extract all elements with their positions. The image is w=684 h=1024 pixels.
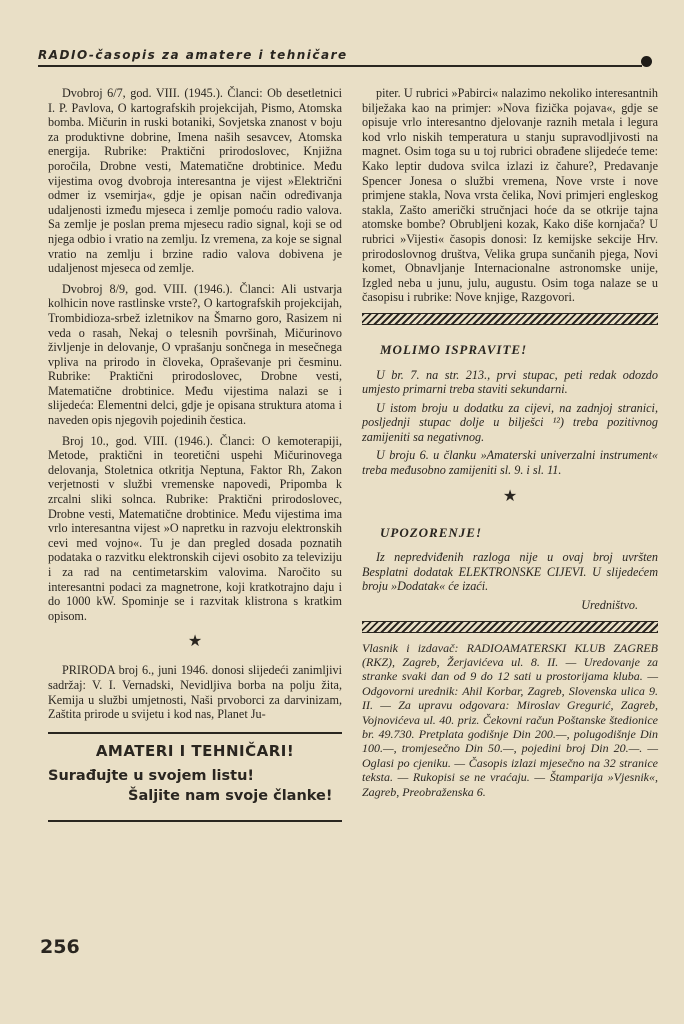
running-header [38,48,656,70]
review-continuation: piter. U rubrici »Pabirci« nalazimo nekoliko interesantnih bilježaka kao na primjer: »Nova fizička pojava«, gdje se opisuje vrlo interesantno djelovanje raznih metala i legura kod vrlo niskih temperatura u stanju supravodljivosti na magnet. Osim toga su u toj rubrici obrađene slijedeće teme: Kako leptir dudova svilca izlazi iz čahure?, Predavanje Spencer Jonesa o službi vremena, Nove vrste i nove primjene stakla, Nova vrsta čelika, Novi primjeri engleskog stakla, Zašto američki stručnjaci hoće da se otkrije tajna atomske bombe? Obrubljeni kozak, Kako diše kornjača? U rubrici »Vijesti« časopis donosi: Iz kemijske sekcije Hrv. prirodoslovnog društva, Velika grupa sunčanih pjega, Novi komet, Obnavljanje Internacionalne astronomske unije, Izgled neba u junu, julu, augustu. Osim toga nalaze se u časopisu i rubrike: Nove knjige, Razgovori. [362,86,658,305]
correction-notes [362,368,658,478]
promo-line: Surađujte u svojem listu! [48,768,255,785]
notice-text: Iz nepredviđenih razloga nije u ovaj broj uvršten Besplatni dodatak ELEKTRONSKE CIJEVI. U slijedećem broju »Dodatak« će izaći. [362,550,658,594]
notice-sign: Uredništvo. [581,598,638,613]
wavy-divider [362,313,658,325]
correction-item: U broju 6. u članku »Amaterski univerzalni instrument« treba međusobno zamijeniti sl. 9. i sl. 11. [362,448,658,478]
star-ornament-icon: ★ [502,487,518,505]
notice-title: UPOZORENJE! [380,524,483,540]
correction-item: U istom broju u dodatku za cijevi, na zadnjoj stranici, posljednji stupac dolje u bilješci ¹²) treba pozitivnog zamijeniti sa negativnog. [362,400,658,444]
notice-body [362,550,658,612]
promo-box [48,732,342,823]
colophon [362,641,658,799]
header-title: RADIO-časopis za amatere i tehničare [38,48,348,62]
header-dot-icon [641,56,652,67]
correction-item: U br. 7. na str. 213., prvi stupac, peti redak odozdo umjesto primarni treba staviti sekundarni. [362,367,658,397]
review-paragraph: Dvobroj 8/9, god. VIII. (1946.). Članci: Ali ustvarja kolhicin nove rastlinske vrste?, O kartografskih projekcijah, Trombidioza-srbež izletnikov na Šmarno goro, Rasizem ni veda o rasah, Nekaj o telesnih površinah, Mičurinovo življenje in delovanje, O vprašanju sončnega in mesečnega vpliva na prirodo in človeka, Opraševanje pri česminu. Rubrike: Praktični prirodoslovec, Drobne vesti, Matematične drobtinice. Među vijestima nalazi se i slijedeća: Elementni delci, gdje je opisana struktura atoma i naveden opis njegovih pojedinih čestica. [48,281,342,428]
colophon-text: Vlasnik i izdavač: RADIOAMATERSKI KLUB ZAGREB (RKZ), Zagreb, Žerjavićeva ul. 8. II. — Uredovanje za stranke svaki dan od 9 do 12 sati u prostorijama kluba. — Odgovorni urednik: Ahil Korbar, Zagreb, Slovenska ulica 9. II. — Za upravu odgovara: Miroslav Gregurić, Zagreb, Vojnovićeva ul. 40. priz. Čekovni račun Poštanske štedionice br. 49.730. Pretplata godišnje Din 200.—, polugodišnje Din 100.—, tromjesečno Din 50.—, pojedini broj Din 20.—. — Oglasi po cjeniku. — Časopis izlazi mjesečno na 32 stranice teksta. — Rukopisi se ne vraćaju. — Štamparija »Vjesnik«, Zagreb, Preobraženska 6. [362,640,658,799]
right-column [362,86,658,799]
review-paragraph: PRIRODA broj 6., juni 1946. donosi slijedeći zanimljivi sadržaj: V. I. Vernadski, Nevidljiva borba na polju žita, Kemija u službi umjetnosti, Naši prvoborci za darvinizam, Zaštita prirode u svijetu i kod nas, Planet Ju- [48,663,342,722]
page-number: 256 [40,936,80,958]
review-paragraph: Broj 10., god. VIII. (1946.). Članci: O kemoterapiji, Metode, praktični in teoretični uspehi Mičurinovega delovanja, Stoletnica otkritja Neptuna, Faktor Rh, Zakon verjetnosti v službi vremenske napovedi, Pripomba k zrcalni sliki solnca. Rubrike: Praktični prirodoslovec, Drobne vesti, Matematične drobtinice. Među vijestima ima vrlo interesantna vijest »O napretku in razvoju elektronskih cevi med vojno«. Tu je dan pregled dosada poznatih podataka o razvitku elektronskih cijevi osobito za televiziju i za rad na centimetarskim valovima. Naročito su interesantni podaci za magnetrone, koji kratkotrajno daju i do 1000 kW. Spominje se i razvitak klistrona s kratkim opisom. [48,433,342,623]
review-paragraph: Dvobroj 6/7, god. VIII. (1945.). Članci: Ob desetletnici I. P. Pavlova, O kartografskih projekcijah, Pismo, Atomska bomba. Mičurin in ruski botaniki, Sovjetska znanost v boju za produktivne dobrine, Imena naših sesavcev, Atomska energija. Rubrike: Praktični prirodoslovec, Knjižna poročila, Drobne vesti, Matematične drobtinice. Među vijestima ovog dvobroja interesantna je vijest »Električni odmer iz vsemirja«, gdje je opisan način određivanja udaljenosti između mjeseca i zemlje pomoću radio valova. Sa zemlje je poslan prema mjesecu radio signal, koji se od njega odbio i vratio na zemlju. Iz vremena, za koje se signal vratio na zemlju i brzine radio valova dobivena je udaljenost mjeseca od zemlje. [48,86,342,276]
correction-title: MOLIMO ISPRAVITE! [380,341,528,357]
header-rule [38,65,642,67]
left-column [48,86,342,822]
star-ornament-icon: ★ [187,633,203,651]
promo-line: Šaljite nam svoje članke! [128,788,333,805]
wavy-divider [362,621,658,633]
promo-heading: AMATERI I TEHNIČARI! [95,741,295,760]
